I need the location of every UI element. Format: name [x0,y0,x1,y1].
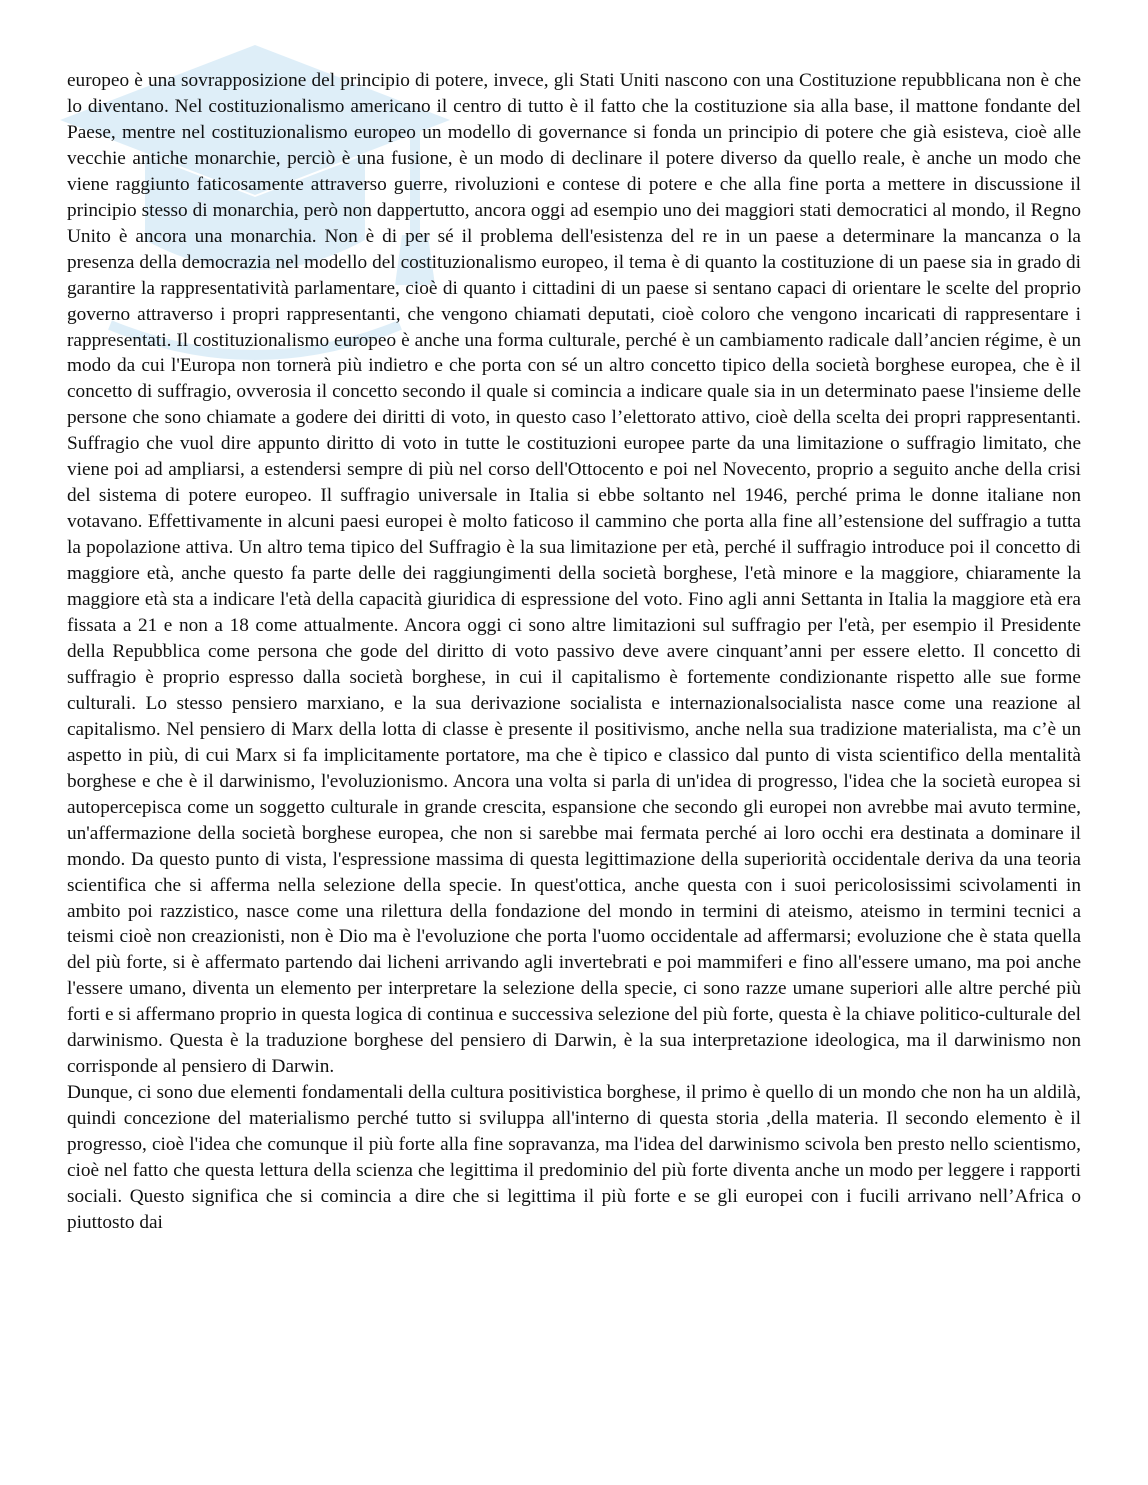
document-page [67,68,1081,1236]
body-paragraph-2: Dunque, ci sono due elementi fondamentali della cultura positivistica borghese, il primo è quello di un mondo che non ha un aldilà, quindi concezione del materialismo perché tutto si sviluppa all'interno di questa storia ,della materia. Il secondo elemento è il progresso, cioè l'idea che comunque il più forte alla fine sopravanza, ma l'idea del darwinismo scivola ben presto nello scientismo, cioè nel fatto che questa lettura della scienza che legittima il predominio del più forte diventa anche un modo per leggere i rapporti sociali. Questo significa che si comincia a dire che si legittima il più forte e se gli europei con i fucili arrivano nell’Africa o piuttosto dai [67,1082,1081,1233]
body-paragraph-1: europeo è una sovrapposizione del principio di potere, invece, gli Stati Uniti nascono con una Costituzione repubblicana non è che lo diventano. Nel costituzionalismo americano il centro di tutto è il fatto che la costituzione sia alla base, il mattone fondante del Paese, mentre nel costituzionalismo europeo un modello di governance si fonda un principio di potere che già esisteva, cioè alle vecchie antiche monarchie, perciò è una fusione, è un modo di declinare il potere diverso da quello reale, è anche un modo che viene raggiunto faticosamente attraverso guerre, rivoluzioni e contese di potere e che alla fine porta a mettere in discussione il principio stesso di monarchia, però non dappertutto, ancora oggi ad esempio uno dei maggiori stati democratici al mondo, il Regno Unito è ancora una monarchia. Non è di per sé il problema dell'esistenza del re in un paese a determinare la mancanza o la presenza della democrazia nel modello del costituzionalismo europeo, il tema è di quanto la costituzione di un paese sia in grado di garantire la rappresentatività parlamentare, cioè di quanto i cittadini di un paese si sentano capaci di orientare le scelte del proprio governo attraverso i propri rappresentanti, che vengono chiamati deputati, cioè coloro che vengono incaricati di rappresentare i rappresentati. Il costituzionalismo europeo è anche una forma culturale, perché è un cambiamento radicale dall’ancien régime, è un modo da cui l'Europa non tornerà più indietro e che porta con sé un altro concetto tipico della società borghese europea, che è il concetto di suffragio, ovverosia il concetto secondo il quale si comincia a indicare quale sia in un determinato paese l'insieme delle persone che sono chiamate a godere dei diritti di voto, in questo caso l’elettorato attivo, cioè della scelta dei propri rappresentanti. Suffragio che vuol dire appunto diritto di voto in tutte le costituzioni europee parte da una limitazione o suffragio limitato, che viene poi ad ampliarsi, a estendersi sempre di più nel corso dell'Ottocento e poi nel Novecento, proprio a seguito anche della crisi del sistema di potere europeo. Il suffragio universale in Italia si ebbe soltanto nel 1946, perché prima le donne italiane non votavano. Effettivamente in alcuni paesi europei è molto faticoso il cammino che porta alla fine all’estensione del suffragio a tutta la popolazione attiva. Un altro tema tipico del Suffragio è la sua limitazione per età, perché il suffragio introduce poi il concetto di maggiore età, anche questo fa parte delle dei raggiungimenti della società borghese, l'età minore e la maggiore, chiaramente la maggiore età sta a indicare l'età della capacità giuridica di espressione del voto. Fino agli anni Settanta in Italia la maggiore età era fissata a 21 e non a 18 come attualmente. Ancora oggi ci sono altre limitazioni sul suffragio per l'età, per esempio il Presidente della Repubblica come persona che gode del diritto di voto passivo deve avere cinquant’anni per essere eletto. Il concetto di suffragio è proprio espresso dalla società borghese, in cui il capitalismo è fortemente condizionante rispetto alle sue forme culturali. Lo stesso pensiero marxiano, e la sua derivazione socialista e internazionalsocialista nasce come una reazione al capitalismo. Nel pensiero di Marx della lotta di classe è presente il positivismo, anche nella sua tradizione materialista, ma c’è un aspetto in più, di cui Marx si fa implicitamente portatore, ma che è tipico e classico dal punto di vista scientifico della mentalità borghese e che è il darwinismo, l'evoluzionismo. Ancora una volta si parla di un'idea di progresso, l'idea che la società europea si autopercepisca come un soggetto culturale in grande crescita, espansione che secondo gli europei non avrebbe mai avuto termine, un'affermazione della società borghese europea, che non si sarebbe mai fermata perché ai loro occhi era destinata a dominare il mondo. Da questo punto di vista, l'espressione massima di questa legittimazione della superiorità occidentale deriva da una teoria scientifica che si afferma nella selezione della specie. In quest'ottica, anche questa con i suoi pericolosissimi scivolamenti in ambito poi razzistico, nasce come una rilettura della fondazione del mondo in termini di ateismo, ateismo in termini tecnici a teismi cioè non creazionisti, non è Dio ma è l'evoluzione che porta l'uomo occidentale ad affermarsi; evoluzione che è stata quella del più forte, si è affermato partendo dai licheni arrivando agli invertebrati e poi mammiferi e fino all'essere umano, ma poi anche l'essere umano, diventa un elemento per interpretare la selezione della specie, ci sono razze umane superiori alle altre perché più forti e si affermano proprio in questa logica di continua e successiva selezione del più forte, questa è la chiave politico-culturale del darwinismo. Questa è la traduzione borghese del pensiero di Darwin, è la sua interpretazione ideologica, ma il darwinismo non corrisponde al pensiero di Darwin. [67,70,1081,1078]
